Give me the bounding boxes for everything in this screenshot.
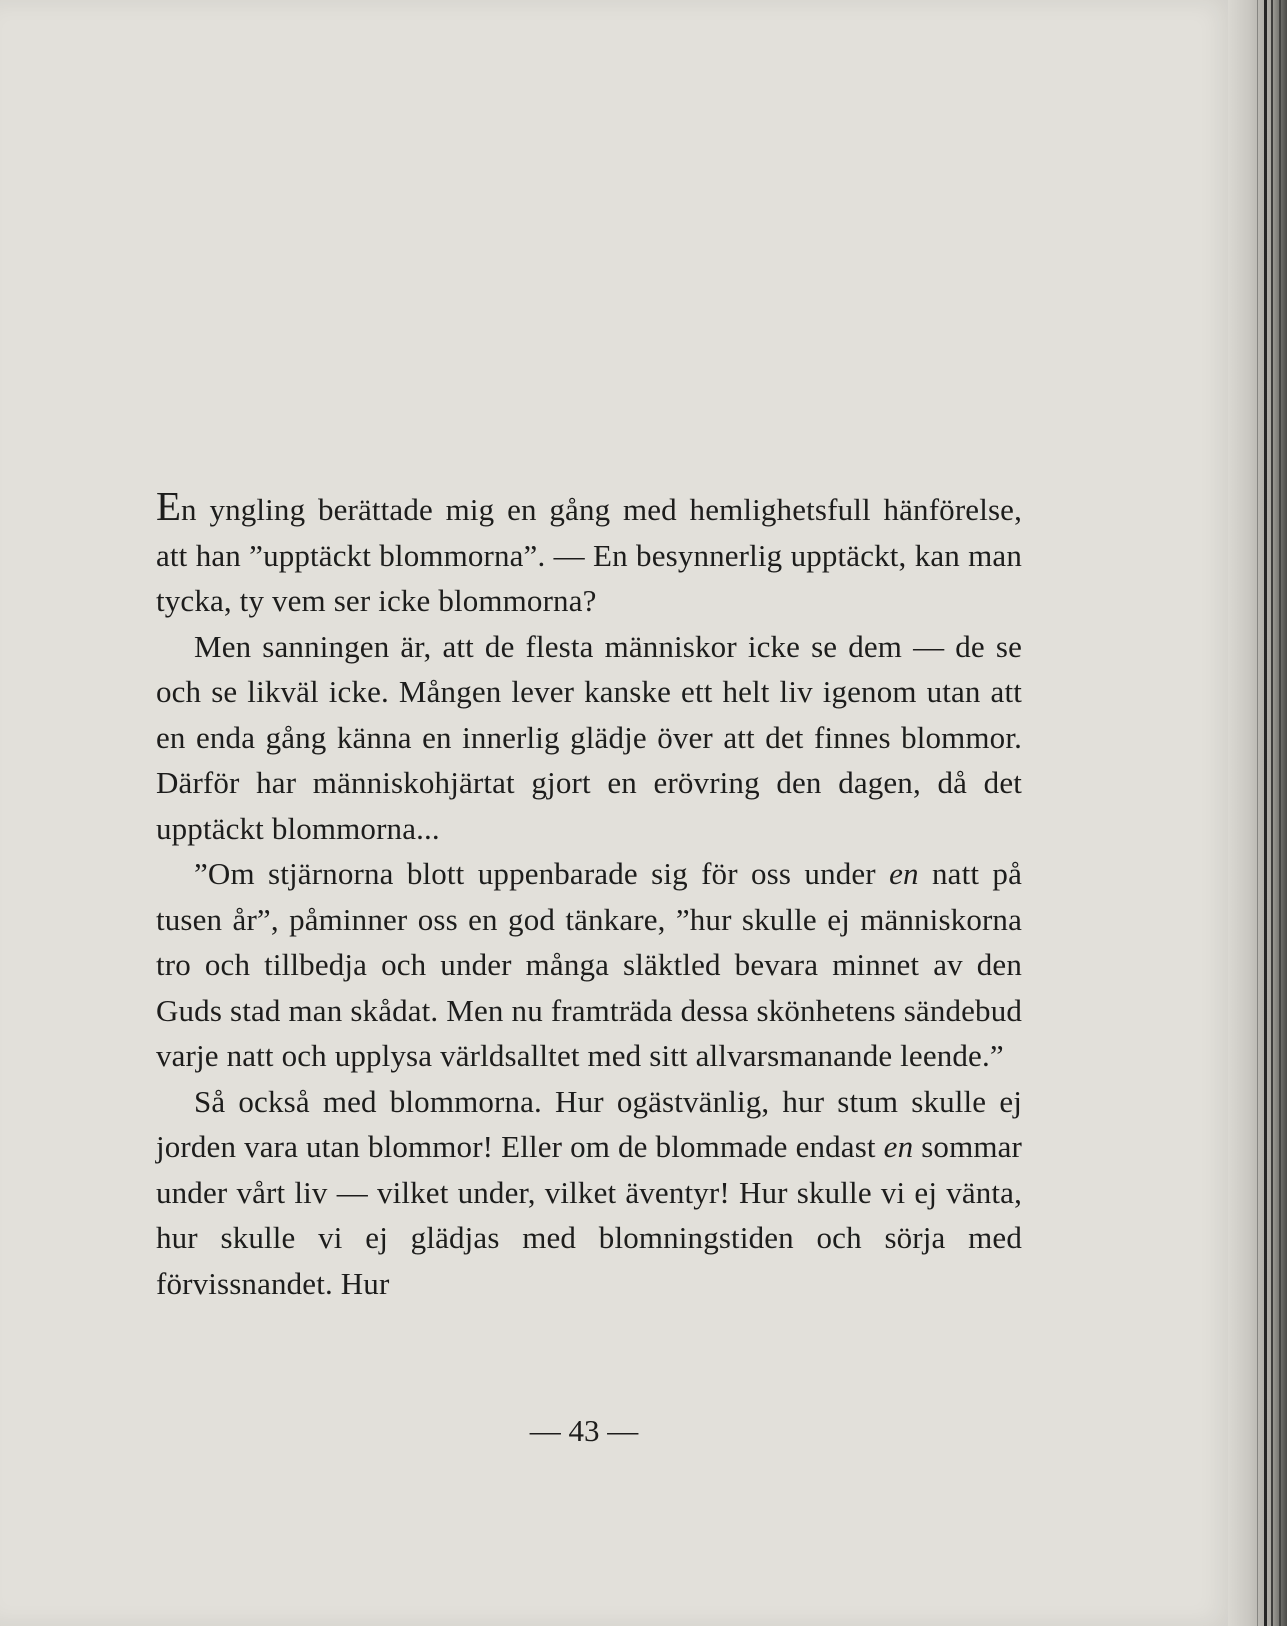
edge-line [1264, 0, 1267, 1626]
edge-line [1257, 0, 1258, 1626]
page-number: — 43 — [529, 1413, 639, 1448]
paragraph-2: Men sanningen är, att de flesta människor icke se dem — de se och se likväl icke. Mången lever kanske ett helt liv igenom utan att en enda gång känna en innerlig glädje över att det finnes blommor. Därför har människohjärtat gjort en erövring den dagen, då det upptäckt blommorna... [156, 628, 1022, 846]
paragraph-1 [156, 483, 1022, 624]
paragraph-3 [156, 851, 1022, 1079]
paragraph-4 [156, 1079, 1022, 1307]
body-text [156, 483, 1022, 1306]
edge-line [1279, 0, 1281, 1626]
paragraph-3-part-1: ”Om stjärnorna blott uppenbarade sig för oss under [194, 856, 890, 891]
edge-line [1271, 0, 1273, 1626]
emphasis-en: en [883, 1129, 914, 1164]
emphasis-en: en [889, 856, 919, 891]
paragraph-4-part-1: Så också med blommorna. Hur ogästvänlig, hur stum skulle ej jorden vara utan blommor! Eller om de blommade endast [156, 1083, 1022, 1164]
drop-cap: E [156, 483, 182, 529]
paragraph-4-part-2: sommar under vårt liv — vilket under, vilket äventyr! Hur skulle vi ej vänta, hur skulle vi ej glädjas med blomningstiden och sörja med förvissnandet. Hur [156, 1129, 1022, 1301]
paragraph-1-text: n yngling berättade mig en gång med hemlighetsfull hänförelse, att han ”upptäckt blommorna”. — En besynnerlig upptäckt, kan man tycka, ty vem ser icke blommorna? [156, 492, 1022, 618]
paragraph-3-part-2: natt på tusen år”, påminner oss en god tänkare, ”hur skulle ej människorna tro och tillbedja och under många släktled bevara minnet av den Guds stad man skådat. Men nu framträda dessa skönhetens sändebud varje natt och upplysa världsalltet med sitt allvarsmanande leende.” [156, 856, 1022, 1073]
